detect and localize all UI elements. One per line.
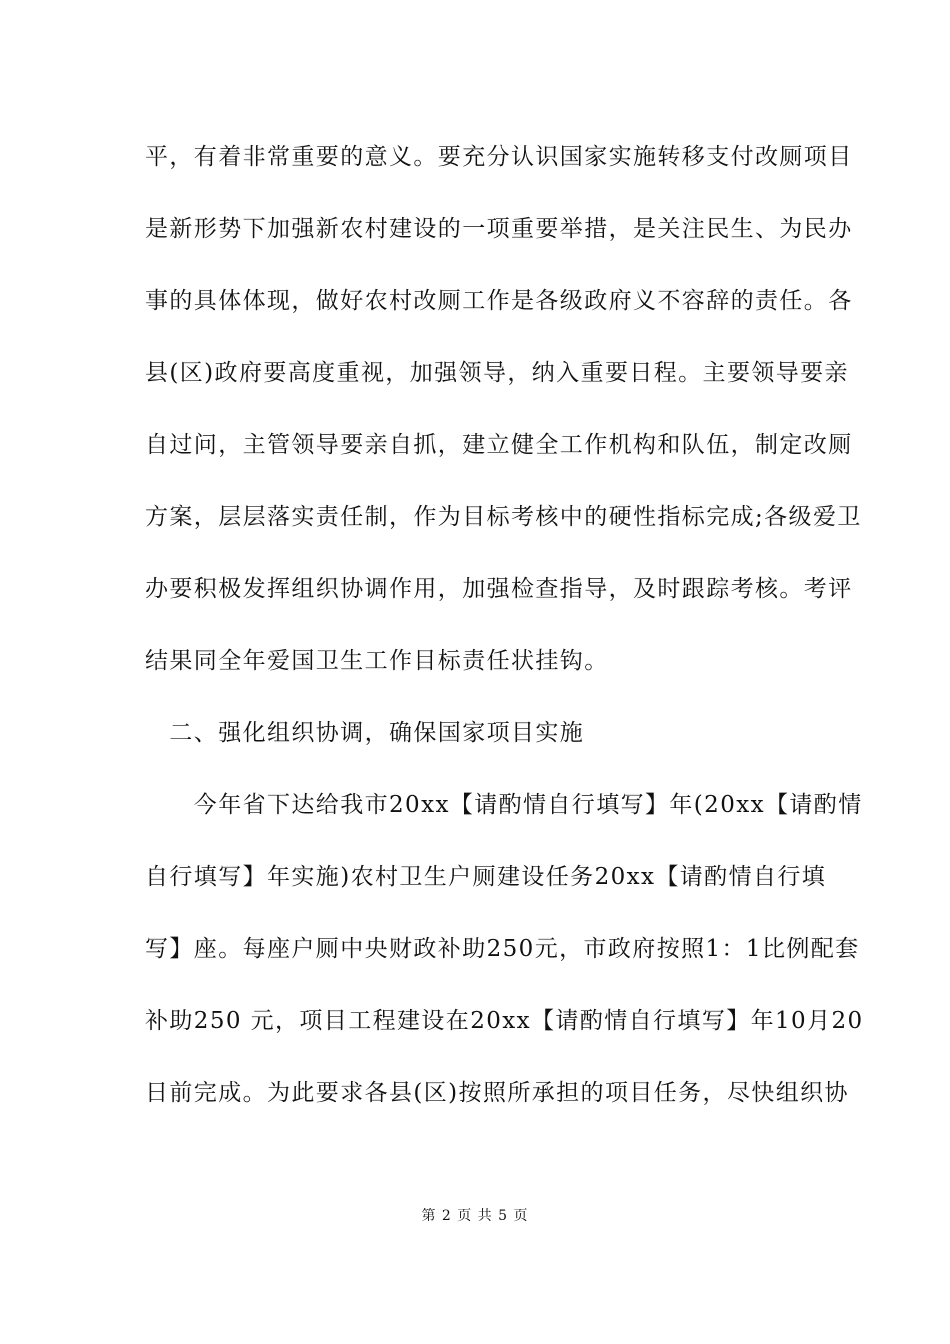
body-text-line: 自行填写】年实施)农村卫生户厕建设任务20xx【请酌情自行填: [145, 864, 827, 890]
body-text-line: 方案，层层落实责任制，作为目标考核中的硬性指标完成;各级爱卫: [145, 504, 862, 530]
body-text-line: 今年省下达给我市20xx【请酌情自行填写】年(20xx【请酌情: [145, 792, 863, 818]
body-text-line: 平，有着非常重要的意义。要充分认识国家实施转移支付改厕项目: [145, 144, 853, 170]
section-heading: 二、强化组织协调，确保国家项目实施: [145, 720, 585, 746]
body-text-line: 县(区)政府要高度重视，加强领导，纳入重要日程。主要领导要亲: [145, 360, 849, 386]
body-text-line: 写】座。每座户厕中央财政补助250元，市政府按照1：1比例配套: [145, 936, 860, 962]
body-text-line: 是新形势下加强新农村建设的一项重要举措，是关注民生、为民办: [145, 216, 853, 242]
body-text-line: 自过问，主管领导要亲自抓，建立健全工作机构和队伍，制定改厕: [145, 432, 853, 458]
page-number-footer: 第 2 页 共 5 页: [421, 1208, 529, 1224]
body-text-line: 事的具体体现，做好农村改厕工作是各级政府义不容辞的责任。各: [145, 288, 853, 314]
body-text-line: 补助250 元，项目工程建设在20xx【请酌情自行填写】年10月20: [145, 1008, 864, 1034]
body-text-line: 结果同全年爱国卫生工作目标责任状挂钩。: [145, 648, 609, 674]
body-text-line: 日前完成。为此要求各县(区)按照所承担的项目任务，尽快组织协: [145, 1080, 849, 1106]
body-text-line: 办要积极发挥组织协调作用，加强检查指导，及时跟踪考核。考评: [145, 576, 853, 602]
